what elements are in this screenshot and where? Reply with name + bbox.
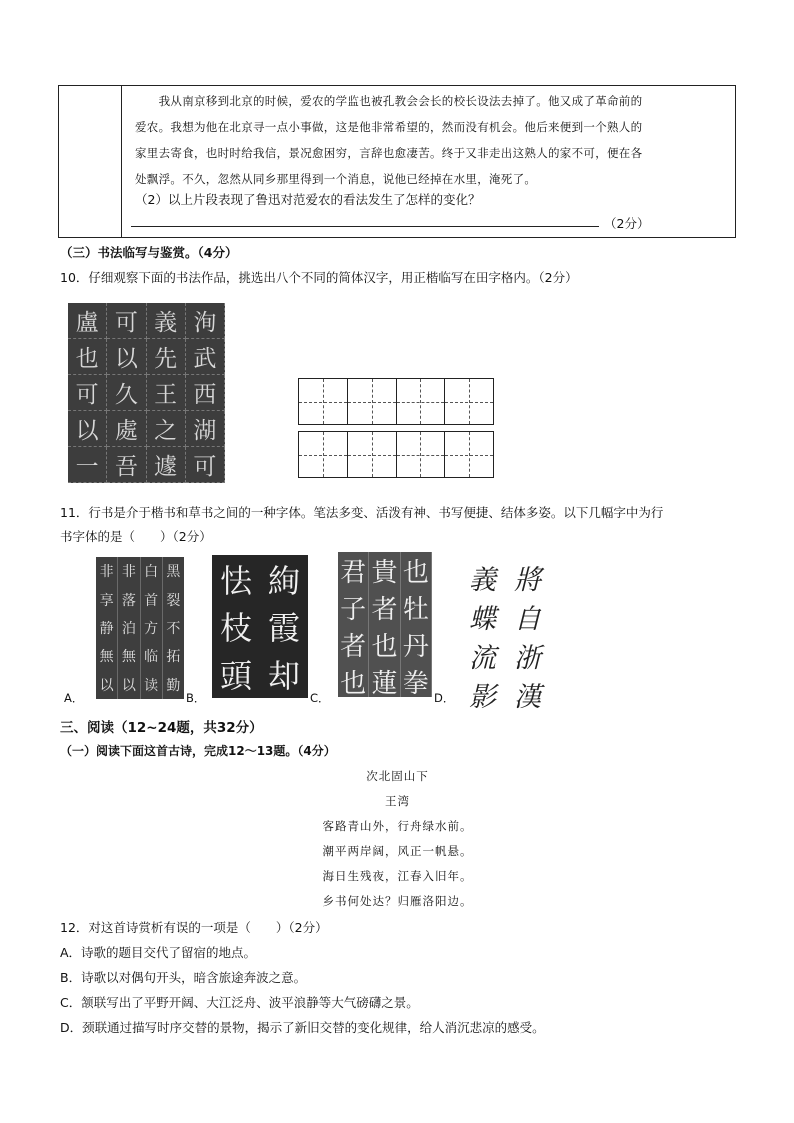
calligraphy-column (212, 555, 260, 698)
q12-stem: 12．对这首诗赏析有误的一项是（ ）（2分） (60, 920, 328, 935)
calligraphy-character: 也 (371, 632, 398, 662)
calligraphy-column (401, 552, 432, 697)
calligraphy-column (141, 557, 163, 699)
q12-option-c[interactable]: C．颔联写出了平野开阔、大江泛舟、波平浪静等大气磅礴之景。 (60, 995, 419, 1010)
tianzi-cell[interactable] (299, 432, 348, 477)
calligraphy-character: 非 (121, 564, 136, 581)
calligraphy-character: 流 (469, 643, 496, 674)
calligraphy-character: 丹 (402, 632, 429, 662)
calligraphy-character: 以 (121, 677, 136, 694)
calligraphy-character: 者 (340, 632, 367, 662)
q11-line2: 书字体的是（ ）（2分） (60, 529, 212, 544)
calligraphy-character: 義 (469, 565, 496, 596)
poem-title: 次北固山下 (366, 769, 429, 783)
calligraphy-character: 泊 (121, 620, 136, 637)
question-score: （2分） (604, 216, 650, 231)
calligraphy-character: 以 (99, 677, 114, 694)
calligraphy-character: 貴 (371, 558, 398, 588)
calligraphy-character: 不 (166, 620, 181, 637)
option-b-calligraphy-image (212, 555, 308, 698)
tianzi-cell[interactable] (445, 432, 493, 477)
calligraphy-character: 頭 (219, 657, 252, 696)
rubbing-character: 吾 (107, 447, 146, 483)
rubbing-character: 湖 (186, 411, 225, 447)
calligraphy-character: 怯 (219, 561, 252, 600)
calligraphy-character: 者 (371, 595, 398, 625)
tianzi-row-2[interactable] (298, 431, 494, 478)
option-a-calligraphy-image (96, 557, 184, 699)
rubbing-character: 一 (68, 447, 107, 483)
rubbing-character: 以 (107, 339, 146, 375)
rubbing-character: 可 (186, 447, 225, 483)
section-heading-calligraphy: （三）书法临写与鉴赏。（4分） (60, 245, 238, 260)
calligraphy-column (260, 555, 308, 698)
calligraphy-character: 浙 (514, 643, 541, 674)
rubbing-character: 盧 (68, 303, 107, 339)
tianzi-cell[interactable] (445, 379, 493, 424)
poem-line: 海日生残夜，江春入旧年。 (322, 869, 473, 883)
tianzi-cell[interactable] (348, 432, 397, 477)
calligraphy-column (460, 558, 505, 713)
rubbing-character: 西 (186, 375, 225, 411)
calligraphy-character: 静 (99, 620, 114, 637)
rubbing-character: 處 (107, 411, 146, 447)
rubbing-character: 久 (107, 375, 146, 411)
option-d-label[interactable]: D． (434, 691, 455, 705)
option-d-calligraphy-image (460, 558, 550, 713)
option-b-label[interactable]: B． (186, 691, 206, 705)
calligraphy-character: 首 (144, 592, 159, 609)
rubbing-grid (68, 303, 225, 483)
calligraphy-character: 影 (469, 682, 496, 713)
q12-option-b[interactable]: B．诗歌以对偶句开头，暗含旅途奔波之意。 (60, 970, 307, 985)
calligraphy-character: 落 (121, 592, 136, 609)
q11-line1: 11．行书是介于楷书和草书之间的一种字体。笔法多变、活泼有神、书写便捷、结体多姿。以下几幅字中为行 (60, 505, 664, 520)
tianzi-cell[interactable] (348, 379, 397, 424)
calligraphy-character: 君 (340, 558, 367, 588)
calligraphy-character: 也 (402, 558, 429, 588)
tianzi-cell[interactable] (397, 379, 446, 424)
calligraphy-rubbing-image (68, 303, 225, 483)
option-c-calligraphy-image (338, 552, 432, 697)
calligraphy-character: 拳 (402, 669, 429, 699)
rubbing-character: 以 (68, 411, 107, 447)
calligraphy-character: 子 (340, 595, 367, 625)
tianzi-cell[interactable] (397, 432, 446, 477)
option-c-label[interactable]: C． (310, 691, 330, 705)
rubbing-character: 可 (107, 303, 146, 339)
poem-line: 潮平两岸阔，风正一帆悬。 (322, 844, 473, 858)
calligraphy-character: 临 (144, 649, 159, 666)
rubbing-character: 也 (68, 339, 107, 375)
calligraphy-column (118, 557, 140, 699)
calligraphy-character: 無 (99, 649, 114, 666)
rubbing-character: 洵 (186, 303, 225, 339)
passage-line: 我从南京移到北京的时候，爱农的学监也被孔教会会长的校长设法去掉了。他又成了革命前的 (135, 94, 643, 108)
passage-line: 处飘浮。不久，忽然从同乡那里得到一个消息，说他已经掉在水里，淹死了。 (135, 172, 537, 186)
calligraphy-column (96, 557, 118, 699)
poem-author: 王湾 (385, 794, 410, 808)
calligraphy-character: 读 (144, 677, 159, 694)
passage-question: （2）以上片段表现了鲁迅对范爱农的看法发生了怎样的变化？ (135, 192, 481, 207)
passage-line: 家里去寄食，也时时给我信，景况愈困穷，言辞也愈凄苦。终于又非走出这熟人的家不可，便在各 (135, 146, 643, 160)
calligraphy-character: 霞 (267, 609, 300, 648)
calligraphy-column (338, 552, 369, 697)
poem-line: 乡书何处达？归雁洛阳边。 (322, 894, 473, 908)
calligraphy-character: 黑 (166, 564, 181, 581)
calligraphy-column (369, 552, 400, 697)
calligraphy-character: 却 (267, 657, 300, 696)
rubbing-character: 義 (147, 303, 186, 339)
calligraphy-character: 牡 (402, 595, 429, 625)
calligraphy-character: 裂 (166, 592, 181, 609)
rubbing-character: 王 (147, 375, 186, 411)
calligraphy-column (163, 557, 184, 699)
table-divider (121, 86, 122, 237)
calligraphy-character: 享 (99, 592, 114, 609)
calligraphy-character: 無 (121, 649, 136, 666)
calligraphy-character: 勤 (166, 677, 181, 694)
rubbing-character: 武 (186, 339, 225, 375)
option-a-label[interactable]: A． (64, 691, 84, 705)
calligraphy-character: 拓 (166, 649, 181, 666)
part3-heading: 三、阅读（12~24题，共32分） (60, 720, 263, 736)
calligraphy-character: 方 (144, 620, 159, 637)
tianzi-cell[interactable] (299, 379, 348, 424)
q12-option-d[interactable]: D．颈联通过描写时序交替的景物，揭示了新旧交替的变化规律，给人消沉悲凉的感受。 (60, 1020, 545, 1035)
calligraphy-character: 漢 (514, 682, 541, 713)
tianzi-row-1[interactable] (298, 378, 494, 425)
calligraphy-character: 蓮 (371, 669, 398, 699)
calligraphy-character: 絢 (267, 561, 300, 600)
calligraphy-character: 蝶 (469, 604, 496, 635)
q12-option-a[interactable]: A．诗歌的题目交代了留宿的地点。 (60, 945, 257, 960)
calligraphy-character: 非 (99, 564, 114, 581)
calligraphy-character: 自 (514, 604, 541, 635)
passage-line: 爱农。我想为他在北京寻一点小事做，这是他非常希望的，然而没有机会。他后来便到一个熟人的 (135, 120, 643, 134)
q10-text: 10．仔细观察下面的书法作品，挑选出八个不同的简体汉字，用正楷临写在田字格内。（2分） (60, 270, 578, 285)
rubbing-character: 先 (147, 339, 186, 375)
passage-text (135, 88, 731, 192)
calligraphy-character: 將 (514, 565, 541, 596)
rubbing-character: 之 (147, 411, 186, 447)
calligraphy-column (505, 558, 550, 713)
calligraphy-character: 也 (340, 669, 367, 699)
answer-line[interactable] (131, 226, 599, 227)
passage-table (58, 85, 736, 238)
poem-line: 客路青山外，行舟绿水前。 (322, 819, 473, 833)
rubbing-character: 可 (68, 375, 107, 411)
calligraphy-character: 枝 (219, 609, 252, 648)
calligraphy-character: 白 (144, 564, 159, 581)
poem-intro: （一）阅读下面这首古诗，完成12～13题。（4分） (60, 744, 336, 758)
rubbing-character: 遽 (147, 447, 186, 483)
